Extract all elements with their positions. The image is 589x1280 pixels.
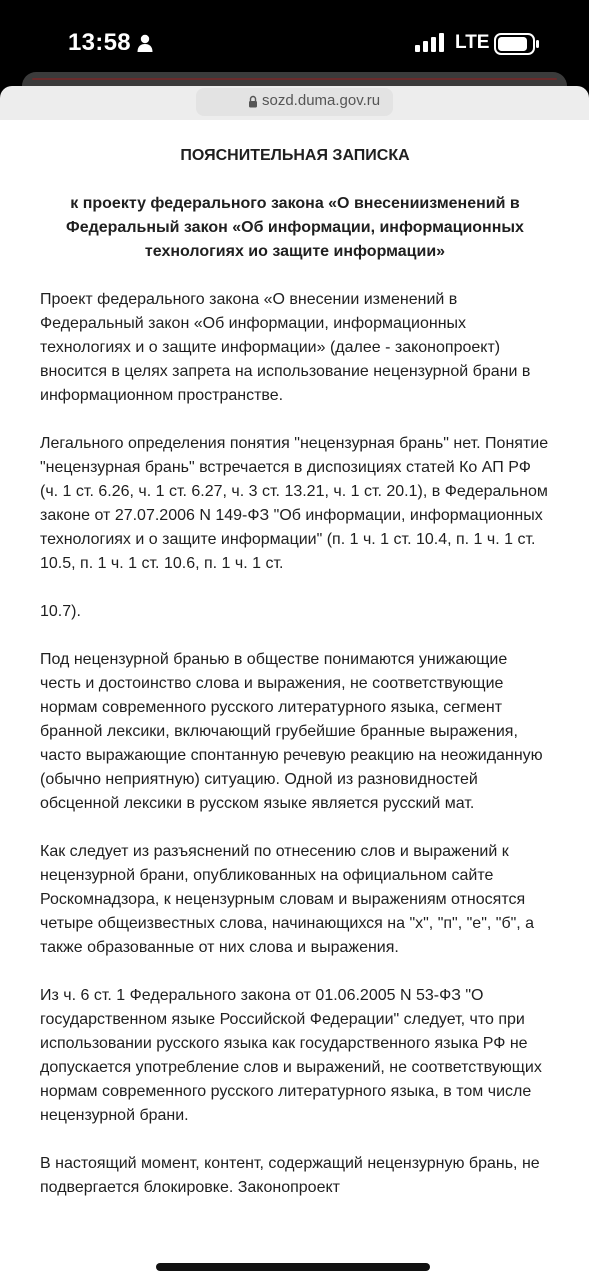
document-subtitle: к проекту федерального закона «О внесениизменений в Федеральный закон «Об информации, информационных технологиях ио защите информации» bbox=[66, 195, 524, 260]
url-text: sozd.duma.gov.ru bbox=[262, 92, 381, 109]
battery-icon bbox=[494, 33, 540, 55]
paragraph: 10.7). bbox=[40, 603, 81, 620]
paragraph: Проект федерального закона «О внесении изменений в Федеральный закон «Об информации, информационных технологиях и о защите информации» (далее - законопроект) вносится в целях запрета на использование нецензурной брани в информационном пространстве. bbox=[40, 291, 531, 404]
lock-icon bbox=[248, 95, 258, 108]
paragraph: В настоящий момент, контент, содержащий нецензурную брань, не подвергается блокировке. Законопроект bbox=[40, 1155, 540, 1196]
home-indicator[interactable] bbox=[156, 1263, 430, 1271]
paragraph: Легального определения понятия "нецензурная брань" нет. Понятие "нецензурная брань" встречается в диспозициях статей Ко АП РФ (ч. 1 ст. 6.26, ч. 1 ст. 6.27, ч. 3 ст. 13.21, ч. 1 ст. 20.1), в Федеральном законе от 27.07.2006 N 149-ФЗ "Об информации, информационных технологиях и о защите информации" (п. 1 ч. 1 ст. 10.4, п. 1 ч. 1 ст. 10.5, п. 1 ч. 1 ст. 10.6, п. 1 ч. 1 ст. bbox=[40, 435, 549, 572]
document-content bbox=[40, 144, 550, 1224]
paragraph: Под нецензурной бранью в обществе понимаются унижающие честь и достоинство слова и выражения, не соответствующие нормам современного русского литературного языка, сегмент бранной лексики, включающий грубейшие бранные выражения, часто выражающие спонтанную речевую реакцию на неожиданную (обычно неприятную) ситуацию. Одной из разновидностей обсценной лексики в русском языке является русский мат. bbox=[40, 651, 543, 812]
cellular-signal-icon bbox=[415, 33, 445, 53]
status-time: 13:58 bbox=[68, 29, 131, 56]
document-title: ПОЯСНИТЕЛЬНАЯ ЗАПИСКА bbox=[180, 147, 410, 164]
paragraph: Как следует из разъяснений по отнесению слов и выражений к нецензурной брани, опубликованных на официальном сайте Роскомнадзора, к нецензурным словам и выражениям относятся четыре общеизвестных слова, начинающихся на "х", "п", "е", "б", а также образованные от них слова и выражения. bbox=[40, 843, 535, 956]
person-icon bbox=[137, 34, 153, 52]
paragraph: Из ч. 6 ст. 1 Федерального закона от 01.06.2005 N 53-ФЗ "О государственном языке Российской Федерации" следует, что при использовании русского языка как государственного языка РФ не допускается употребление слов и выражений, не соответствующих нормам современного русского литературного языка, в том числе нецензурной брани. bbox=[40, 987, 542, 1124]
network-type: LTE bbox=[455, 32, 490, 53]
